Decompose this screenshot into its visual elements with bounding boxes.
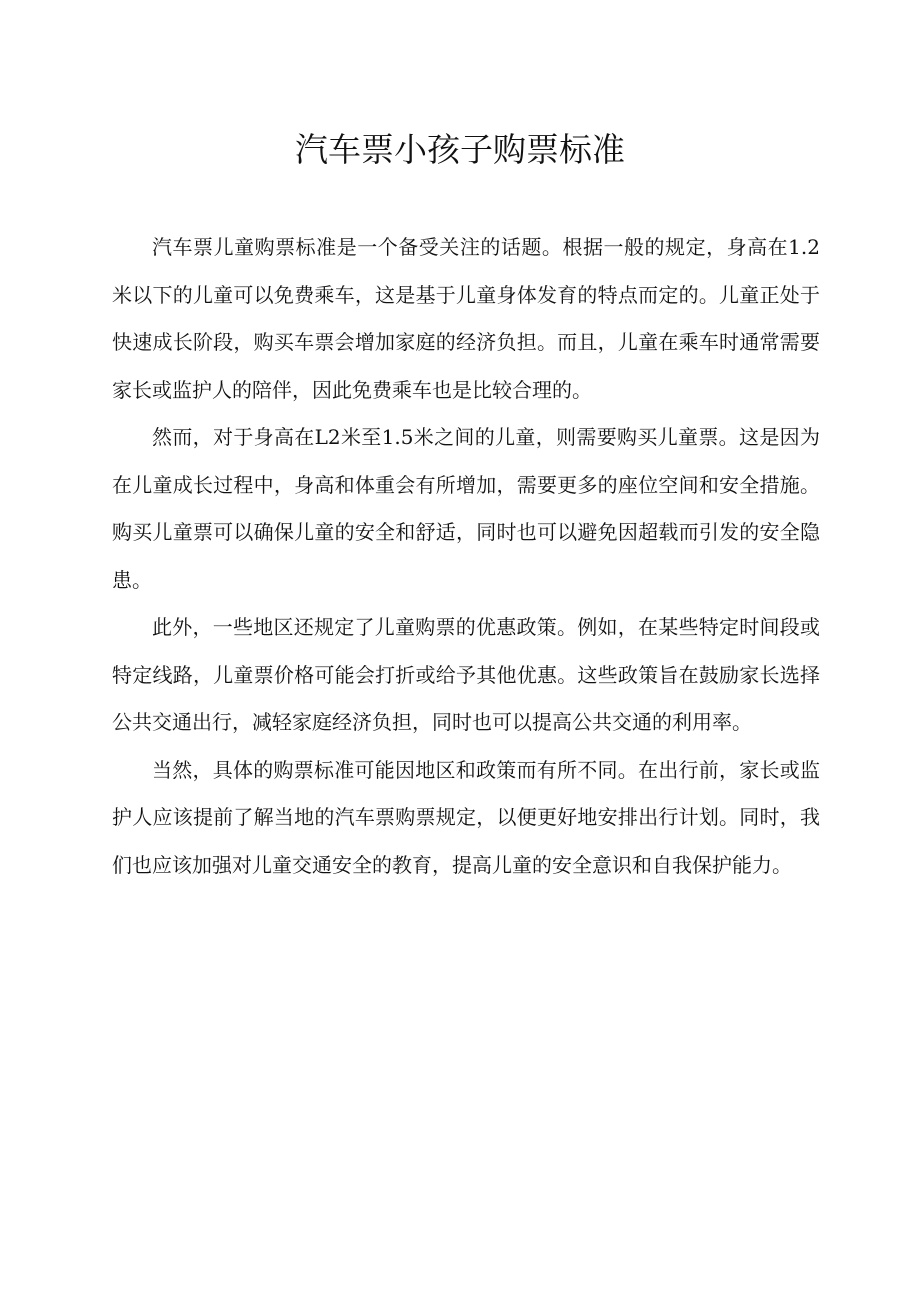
- paragraph-3: 此外，一些地区还规定了儿童购票的优惠政策。例如，在某些特定时间段或特定线路，儿童票价格可能会打折或给予其他优惠。这些政策旨在鼓励家长选择公共交通出行，减轻家庭经济负担，同时也可以提高公共交通的利用率。: [112, 615, 820, 734]
- paragraph-2: 然而，对于身高在L2米至1.5米之间的儿童，则需要购买儿童票。这是因为在儿童成长过程中，身高和体重会有所增加，需要更多的座位空间和安全措施。购买儿童票可以确保儿童的安全和舒适，同时也可以避免因超载而引发的安全隐患。: [112, 425, 820, 592]
- paragraph-1: 汽车票儿童购票标准是一个备受关注的话题。根据一般的规定，身高在1.2米以下的儿童可以免费乘车，这是基于儿童身体发育的特点而定的。儿童正处于快速成长阶段，购买车票会增加家庭的经济负担。而且，儿童在乘车时通常需要家长或监护人的陪伴，因此免费乘车也是比较合理的。: [112, 235, 820, 402]
- paragraph-4: 当然，具体的购票标准可能因地区和政策而有所不同。在出行前，家长或监护人应该提前了解当地的汽车票购票规定，以便更好地安排出行计划。同时，我们也应该加强对儿童交通安全的教育，提高儿童的安全意识和自我保护能力。: [112, 757, 820, 877]
- document-title: 汽车票小孩子购票标准: [295, 130, 625, 169]
- document-body: [112, 224, 820, 889]
